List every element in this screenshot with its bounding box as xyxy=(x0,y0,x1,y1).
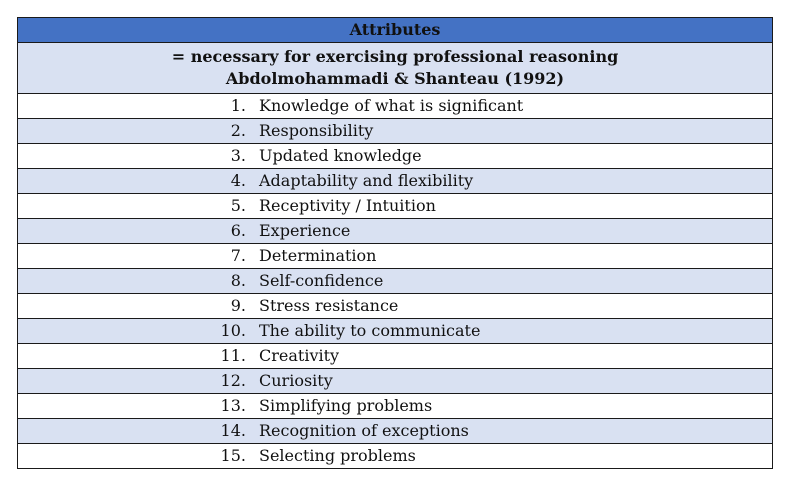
attribute-cell xyxy=(18,94,773,119)
table-row xyxy=(18,394,773,419)
attribute-number: 9. xyxy=(230,296,246,315)
subheader-citation: Abdolmohammadi & Shanteau (1992) xyxy=(225,69,565,88)
attribute-label: Recognition of exceptions xyxy=(259,421,469,440)
table-row xyxy=(18,194,773,219)
attribute-label: Curiosity xyxy=(259,371,333,390)
attribute-cell xyxy=(18,194,773,219)
attribute-label: Stress resistance xyxy=(259,296,399,315)
attribute-number: 7. xyxy=(230,246,246,265)
attribute-number: 1. xyxy=(230,96,246,115)
table-row xyxy=(18,244,773,269)
table-title: Attributes xyxy=(18,18,773,43)
attribute-cell xyxy=(18,444,773,469)
attribute-cell xyxy=(18,144,773,169)
attribute-cell xyxy=(18,244,773,269)
table-subheader-row xyxy=(18,43,773,94)
attribute-cell xyxy=(18,219,773,244)
table-row xyxy=(18,294,773,319)
table-subheader-cell xyxy=(18,43,773,94)
table-row xyxy=(18,169,773,194)
table-header-row xyxy=(18,18,773,43)
attribute-cell xyxy=(18,394,773,419)
table-row xyxy=(18,269,773,294)
subheader-definition: = necessary for exercising professional reasoning xyxy=(171,47,619,66)
attribute-label: Simplifying problems xyxy=(259,396,433,415)
attribute-cell xyxy=(18,269,773,294)
attribute-label: Experience xyxy=(259,221,351,240)
table-row xyxy=(18,369,773,394)
attribute-number: 6. xyxy=(230,221,246,240)
table-row xyxy=(18,219,773,244)
attribute-label: The ability to communicate xyxy=(259,321,481,340)
attribute-label: Updated knowledge xyxy=(259,146,422,165)
attribute-number: 11. xyxy=(220,346,246,365)
attribute-cell xyxy=(18,119,773,144)
attribute-label: Responsibility xyxy=(259,121,374,140)
attribute-number: 14. xyxy=(220,421,246,440)
attribute-label: Adaptability and flexibility xyxy=(259,171,474,190)
attribute-cell xyxy=(18,369,773,394)
attribute-number: 8. xyxy=(230,271,246,290)
table-row xyxy=(18,419,773,444)
attribute-number: 5. xyxy=(230,196,246,215)
attribute-cell xyxy=(18,319,773,344)
table-row xyxy=(18,94,773,119)
attributes-table-body xyxy=(18,18,773,469)
attributes-table xyxy=(17,17,773,469)
attribute-number: 4. xyxy=(230,171,246,190)
attribute-label: Receptivity / Intuition xyxy=(259,196,436,215)
attribute-number: 2. xyxy=(230,121,246,140)
attribute-label: Self-confidence xyxy=(259,271,384,290)
attribute-number: 15. xyxy=(220,446,246,465)
attribute-number: 10. xyxy=(220,321,246,340)
attribute-cell xyxy=(18,294,773,319)
attribute-number: 13. xyxy=(220,396,246,415)
table-row xyxy=(18,444,773,469)
attribute-label: Creativity xyxy=(259,346,340,365)
attribute-number: 3. xyxy=(230,146,246,165)
table-row xyxy=(18,144,773,169)
attribute-cell xyxy=(18,344,773,369)
attribute-label: Determination xyxy=(259,246,377,265)
table-row xyxy=(18,119,773,144)
attribute-label: Knowledge of what is significant xyxy=(259,96,524,115)
attribute-cell xyxy=(18,419,773,444)
table-row xyxy=(18,319,773,344)
table-row xyxy=(18,344,773,369)
attribute-number: 12. xyxy=(220,371,246,390)
attribute-cell xyxy=(18,169,773,194)
attribute-label: Selecting problems xyxy=(259,446,416,465)
